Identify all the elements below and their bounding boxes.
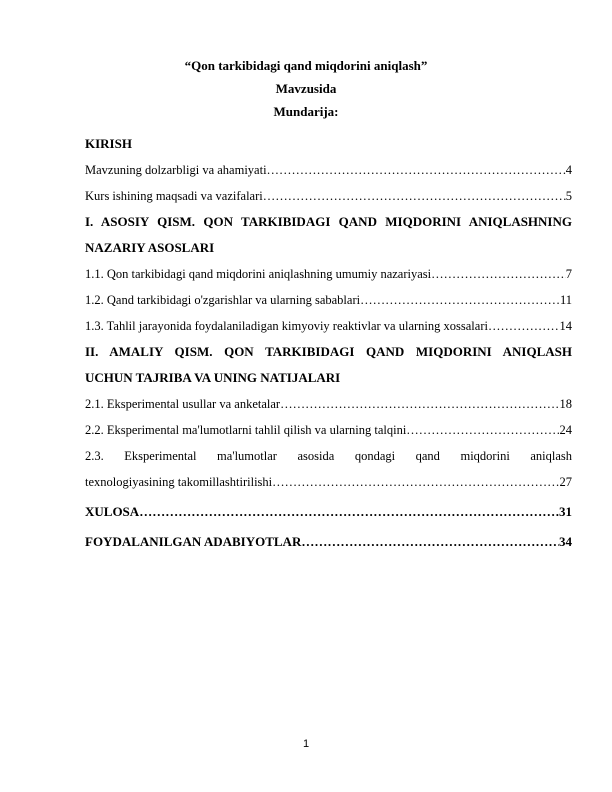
toc-leader-dots: [488, 313, 560, 339]
toc-item-page: 14: [559, 319, 572, 333]
toc-item-page: 11: [559, 293, 572, 307]
toc-item[interactable]: [85, 287, 572, 313]
toc-leader-dots: [263, 183, 566, 209]
contents-label: Mundarija:: [273, 104, 339, 119]
toc-item[interactable]: [85, 183, 572, 209]
toc-item-page: 34: [559, 534, 572, 549]
toc-leader-dots: [280, 391, 559, 417]
toc-heading-intro: KIRISH: [85, 136, 132, 151]
toc-item-label: Kurs ishining maqsadi va vazifalari: [85, 189, 263, 203]
toc-item-page: 24: [559, 423, 572, 437]
document-subtitle: Mavzusida: [275, 81, 337, 96]
toc-item-page: 27: [559, 475, 572, 489]
toc-leader-dots: [301, 529, 559, 555]
toc-heading-part2-line1: II. AMALIY QISM. QON TARKIBIDAGI QAND MIQDORINI ANIQLASH: [85, 344, 572, 359]
toc-heading-part1-line1: I. ASOSIY QISM. QON TARKIBIDAGI QAND MIQDORINI ANIQLASHNING: [85, 214, 572, 229]
toc-leader-dots: [272, 469, 559, 495]
toc-item-references[interactable]: [85, 529, 572, 555]
toc-item-label: 1.3. Tahlil jarayonida foydalaniladigan kimyoviy reaktivlar va ularning xossalari: [85, 319, 488, 333]
toc-item-conclusion[interactable]: [85, 499, 572, 525]
toc-item-label: 2.2. Eksperimental ma'lumotlarni tahlil qilish va ularning talqini: [85, 423, 407, 437]
toc-leader-dots: [267, 157, 566, 183]
toc-item[interactable]: [85, 469, 572, 495]
toc-item-23-line1[interactable]: 2.3. Eksperimental ma'lumotlar asosida qondagi qand miqdorini aniqlash: [85, 449, 572, 463]
toc-leader-dots: [406, 417, 559, 443]
toc-item-label: Mavzuning dolzarbligi va ahamiyati: [85, 163, 267, 177]
toc-item-label: FOYDALANILGAN ADABIYOTLAR: [85, 534, 302, 549]
toc-item-label: XULOSA: [85, 504, 140, 519]
table-of-contents: [85, 131, 572, 555]
toc-heading-part2-line2: UCHUN TAJRIBA VA UNING NATIJALARI: [85, 370, 341, 385]
toc-item-label: 1.2. Qand tarkibidagi o'zgarishlar va ularning sabablari: [85, 293, 361, 307]
toc-leader-dots: [431, 261, 566, 287]
document-title: “Qon tarkibidagi qand miqdorini aniqlash”: [184, 58, 428, 73]
toc-item-page: 18: [559, 397, 572, 411]
toc-leader-dots: [360, 287, 560, 313]
toc-heading-part1-line2: NAZARIY ASOSLARI: [85, 240, 215, 255]
toc-item[interactable]: [85, 417, 572, 443]
toc-item[interactable]: [85, 157, 572, 183]
toc-item-label: 2.1. Eksperimental usullar va anketalar: [85, 397, 281, 411]
toc-item-page: 7: [565, 267, 572, 281]
toc-item-label: 1.1. Qon tarkibidagi qand miqdorini aniqlashning umumiy nazariyasi: [85, 267, 432, 281]
page-number: 1: [302, 738, 310, 750]
toc-item[interactable]: [85, 261, 572, 287]
toc-item-label: texnologiyasining takomillashtirilishi: [85, 475, 273, 489]
toc-item-page: 31: [559, 504, 572, 519]
toc-item[interactable]: [85, 313, 572, 339]
toc-item[interactable]: [85, 391, 572, 417]
toc-item-page: 5: [565, 189, 572, 203]
toc-leader-dots: [139, 499, 559, 525]
toc-item-page: 4: [565, 163, 572, 177]
